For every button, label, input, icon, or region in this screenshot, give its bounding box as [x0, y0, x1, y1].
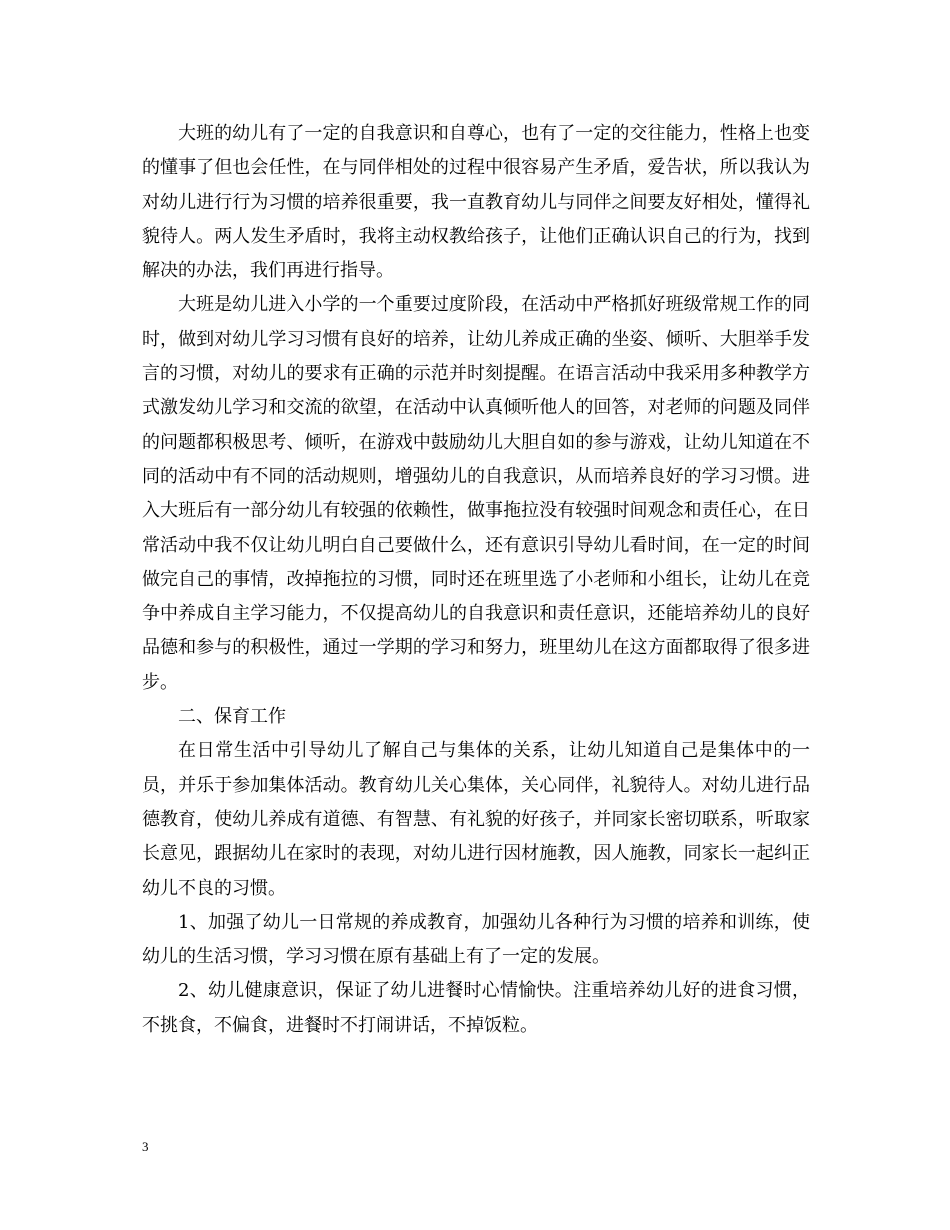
paragraph-behavior-habits: 大班的幼儿有了一定的自我意识和自尊心，也有了一定的交往能力，性格上也变的懂事了但也会任性，在与同伴相处的过程中很容易产生矛盾，爱告状，所以我认为对幼儿进行行为习惯的培养很重要，我一直教育幼儿与同伴之间要友好相处，懂得礼貌待人。两人发生矛盾时，我将主动权教给孩子，让他们正确认识自己的行为，找到解决的办法，我们再进行指导。: [142, 123, 810, 282]
paragraph-study-habits: 大班是幼儿进入小学的一个重要过度阶段，在活动中严格抓好班级常规工作的同时，做到对幼儿学习习惯有良好的培养，让幼儿养成正确的坐姿、倾听、大胆举手发言的习惯，对幼儿的要求有正确的示范并时刻提醒。在语言活动中我采用多种教学方式激发幼儿学习和交流的欲望，在活动中认真倾听他人的回答，对老师的问题及同伴的问题都积极思考、倾听，在游戏中鼓励幼儿大胆自如的参与游戏，让幼儿知道在不同的活动中有不同的活动规则，增强幼儿的自我意识，从而培养良好的学习习惯。进入大班后有一部分幼儿有较强的依赖性，做事拖拉没有较强时间观念和责任心，在日常活动中我不仅让幼儿明白自己要做什么，还有意识引导幼儿看时间，在一定的时间做完自己的事情，改掉拖拉的习惯，同时还在班里选了小老师和小组长，让幼儿在竞争中养成自主学习能力，不仅提高幼儿的自我意识和责任意识，还能培养幼儿的良好品德和参与的积极性，通过一学期的学习和努力，班里幼儿在这方面都取得了很多进步。: [142, 294, 810, 693]
document-body: [142, 117, 810, 1043]
paragraph-daily-life: 在日常生活中引导幼儿了解自己与集体的关系，让幼儿知道自己是集体中的一员，并乐于参加集体活动。教育幼儿关心集体，关心同伴，礼貌待人。对幼儿进行品德教育，使幼儿养成有道德、有智慧、有礼貌的好孩子，并同家长密切联系，听取家长意见，跟据幼儿在家时的表现，对幼儿进行因材施教，因人施教，同家长一起纠正幼儿不良的习惯。: [142, 740, 810, 899]
list-item-health-awareness: 2、幼儿健康意识，保证了幼儿进餐时心情愉快。注重培养幼儿好的进食习惯，不挑食，不偏食，进餐时不打闹讲话，不掉饭粒。: [142, 980, 810, 1036]
section-heading-care-work: 二、保育工作: [178, 706, 286, 728]
page-number: 3: [142, 1139, 149, 1154]
list-item-routine-education: 1、加强了幼儿一日常规的养成教育，加强幼儿各种行为习惯的培养和训练，使幼儿的生活习惯，学习习惯在原有基础上有了一定的发展。: [142, 911, 810, 968]
